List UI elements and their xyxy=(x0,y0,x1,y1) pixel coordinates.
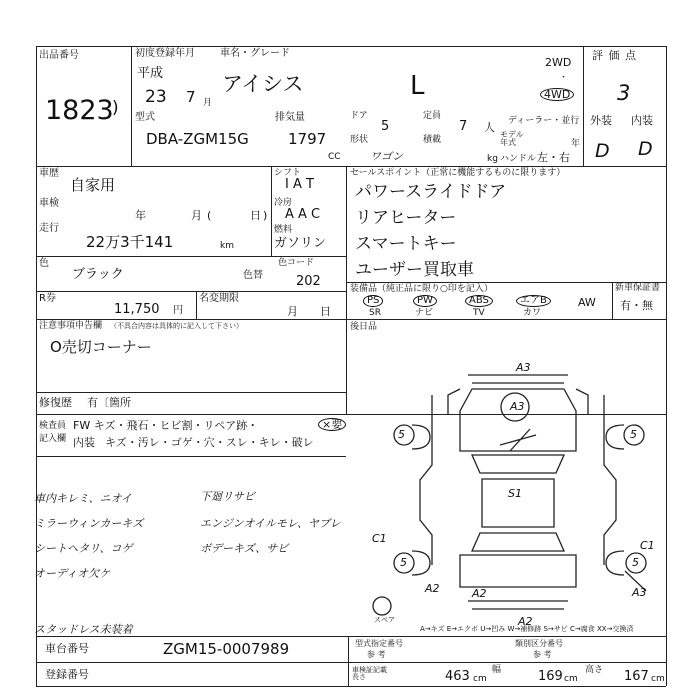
seats-label: 定員 xyxy=(423,111,442,121)
year-mark: 年 xyxy=(571,139,581,149)
recycle-label: R券 xyxy=(39,293,56,304)
car-name: アイシス xyxy=(222,72,304,96)
damage-legend: A→キズ E→エクボ U→凹み W→補修跡 S→サビ C→腐食 XX→交換済 xyxy=(420,625,634,633)
history-label: 車歴 xyxy=(39,168,59,179)
class-label: 類別区分番号 xyxy=(515,639,563,648)
spare-label: スペア xyxy=(374,616,395,624)
divider xyxy=(346,319,666,320)
type-label: 型式 xyxy=(135,112,155,123)
inspection-label: 車検 xyxy=(39,198,59,209)
sales-point-item: ユーザー買取車 xyxy=(355,260,474,280)
ref-label-2: 参 考 xyxy=(533,650,552,659)
drive-2wd: 2WD xyxy=(545,56,572,69)
damage-mark: C1 xyxy=(372,532,387,545)
notes-sub: （不具合内容は具体的に記入して下さい） xyxy=(110,322,243,330)
repair: 有〔箇所 xyxy=(87,396,131,409)
model-label: 車名・グレード xyxy=(220,48,290,59)
width-label: 幅 xyxy=(492,665,502,675)
equipment-label: 装備品（純正品に限り○印を記入） xyxy=(350,284,493,294)
sales-point-item: パワースライドドア xyxy=(355,182,507,202)
warranty: 有・無 xyxy=(620,299,653,312)
damage-mark: S1 xyxy=(508,487,522,500)
expiry-day-mark: 日 xyxy=(320,305,331,318)
divider xyxy=(36,456,346,457)
notes-label: 注意事項申告欄 xyxy=(39,321,103,331)
rating-score: 3 xyxy=(617,81,631,105)
length-label: 車検証記載 長さ xyxy=(352,666,387,681)
drive-4wd-circled: 4WD xyxy=(540,88,574,101)
equip-leather: カワ xyxy=(523,308,542,318)
rating-label: 評 価 点 xyxy=(592,49,637,62)
damage-mark: A3 xyxy=(632,586,647,599)
equip-airbag: エアB xyxy=(516,295,551,307)
divider xyxy=(36,291,346,292)
divider xyxy=(348,662,666,663)
inspector-row2-label: 内装 xyxy=(73,436,95,449)
ext-grade: D xyxy=(595,140,610,162)
history: 自家用 xyxy=(70,176,116,194)
sales-point-label: セールスポイント（正常に機能するものに限ります） xyxy=(350,168,566,178)
damage-mark: A3 xyxy=(516,361,531,374)
height-unit: cm xyxy=(651,674,665,684)
wheel xyxy=(412,425,430,449)
inspector-row1-mark: ×要 xyxy=(318,418,346,431)
frame-bottom xyxy=(36,686,666,687)
chassis-number: ZGM15-0007989 xyxy=(163,640,290,658)
damage-mark: 5 xyxy=(630,428,637,441)
divider xyxy=(348,636,349,686)
insp-paren: ( xyxy=(207,209,212,222)
color-code-label: 色コード xyxy=(278,258,315,268)
type-code: DBA-ZGM15G xyxy=(146,130,249,148)
color-code: 202 xyxy=(296,274,321,289)
seats-unit: 人 xyxy=(484,121,495,134)
reg-month: 7 xyxy=(186,88,196,106)
width: 169 xyxy=(538,669,563,684)
km-label: km xyxy=(220,241,234,251)
insp-day-mark: 日 xyxy=(250,209,261,222)
repair-label: 修復歴 xyxy=(39,396,72,409)
body-label: 形状 xyxy=(350,135,369,145)
damage-mark: A2 xyxy=(518,615,533,628)
divider xyxy=(612,282,613,319)
ac-label: 冷房 xyxy=(274,198,293,208)
divider xyxy=(583,46,584,166)
damage-mark: A3 xyxy=(510,400,525,413)
handwritten-note: スタッドレス未装着 xyxy=(34,623,133,636)
recycle-amount: 11,750 xyxy=(114,302,160,317)
divider xyxy=(36,166,666,167)
lot-paren: ) xyxy=(112,98,119,118)
damage-mark: 5 xyxy=(632,556,639,569)
wheel xyxy=(606,425,624,449)
divider xyxy=(36,319,346,320)
equip-pw: PW xyxy=(413,295,437,307)
height-label: 高さ xyxy=(585,665,604,675)
fuel-label: 燃料 xyxy=(274,225,293,235)
drive-dot: ・ xyxy=(559,73,569,83)
frame-left xyxy=(36,46,37,686)
notes: O売切コーナー xyxy=(50,338,152,356)
era: 平成 xyxy=(137,66,164,81)
divider xyxy=(36,636,666,637)
inspector-row1: FW キズ・飛石・ヒビ割・リペア跡・ xyxy=(73,419,259,432)
equip-tv: TV xyxy=(473,308,485,318)
divider xyxy=(131,46,132,166)
length-unit: cm xyxy=(473,674,487,684)
handwritten-note: エンジンオイルモレ、ヤブレ xyxy=(200,517,341,530)
handwritten-note: シートヘタリ、コゲ xyxy=(34,542,133,555)
kg-label: kg xyxy=(487,154,498,164)
rear-glass xyxy=(472,533,564,551)
sales-point-item: リアヒーター xyxy=(355,208,457,228)
equip-ps: PS xyxy=(363,295,383,307)
insp-paren-close: ) xyxy=(263,209,268,222)
equip-sr: SR xyxy=(369,308,381,318)
seats: 7 xyxy=(459,119,468,134)
int-label: 内装 xyxy=(631,114,653,127)
right-side xyxy=(604,395,616,565)
equip-navi: ナビ xyxy=(415,308,434,318)
model-spec-label: 型式指定番号 xyxy=(355,639,403,648)
door-label: ドア xyxy=(350,111,368,121)
damage-mark: C1 xyxy=(640,539,655,552)
lot-number: 1823 xyxy=(45,95,114,126)
length: 463 xyxy=(445,669,470,684)
shift: I A T xyxy=(285,177,314,192)
ref-label: 参 考 xyxy=(367,650,386,659)
ext-label: 外装 xyxy=(590,114,612,127)
front-bumper xyxy=(468,375,568,383)
inspector-label: 検査員記入欄 xyxy=(39,421,67,444)
expiry-month-mark: 月 xyxy=(287,305,298,318)
chassis-label: 車台番号 xyxy=(45,642,89,655)
frame-right xyxy=(666,46,667,686)
color: ブラック xyxy=(72,267,124,282)
divider xyxy=(36,256,346,257)
insp-year-mark: 年 xyxy=(135,209,146,222)
windshield xyxy=(472,455,564,473)
inspector-row2: キズ・汚レ・ゴゲ・穴・スレ・キレ・破レ xyxy=(105,436,314,449)
handwritten-note: 車内キレミ、ニオイ xyxy=(34,492,132,505)
load-label: 積載 xyxy=(423,135,442,145)
equip-abs: ABS xyxy=(465,295,493,307)
body: ワゴン xyxy=(370,150,403,163)
doors: 5 xyxy=(381,119,390,134)
mileage-label: 走行 xyxy=(39,223,59,234)
insp-month-mark: 月 xyxy=(191,209,202,222)
month-unit: 月 xyxy=(203,98,213,108)
int-grade: D xyxy=(638,138,653,160)
mileage: 22万3千141 xyxy=(86,233,174,251)
color-change-label: 色替 xyxy=(243,270,263,281)
handle-label: ハンドル xyxy=(500,154,537,164)
divider xyxy=(196,291,197,319)
wheel xyxy=(412,551,430,575)
dealer-label: ディーラー・並行 xyxy=(508,116,580,126)
divider xyxy=(36,392,346,393)
displacement: 1797 xyxy=(288,130,327,148)
fuel: ガソリン xyxy=(274,236,327,251)
damage-mark: 5 xyxy=(400,556,407,569)
height: 167 xyxy=(624,669,649,684)
warranty-label: 新車保証書 xyxy=(615,283,661,293)
handle: 左・右 xyxy=(537,151,570,164)
handwritten-note: ボデーキズ、サビ xyxy=(200,542,289,555)
after-day-label: 後日品 xyxy=(350,322,378,332)
expiry-label: 名変期限 xyxy=(199,293,239,304)
lot-label: 出品番号 xyxy=(39,50,79,61)
trunk xyxy=(460,555,576,587)
color-label: 色 xyxy=(39,258,49,269)
divider xyxy=(346,166,347,414)
grade: L xyxy=(410,71,425,101)
shift-label: シフト xyxy=(274,168,302,178)
damage-mark: A2 xyxy=(472,587,487,600)
width-unit: cm xyxy=(564,674,578,684)
reg-year: 23 xyxy=(145,87,167,107)
yen-label: 円 xyxy=(173,305,183,316)
damage-mark: 5 xyxy=(398,428,405,441)
handwritten-note: 下廻リサビ xyxy=(200,490,255,503)
divider xyxy=(271,166,272,256)
left-side xyxy=(420,395,432,565)
cc-label: CC xyxy=(328,152,341,162)
rear-bumper xyxy=(468,601,568,609)
sales-point-item: スマートキー xyxy=(355,234,457,254)
wheel xyxy=(606,551,624,575)
damage-mark: A2 xyxy=(425,582,440,595)
equip-aw: AW xyxy=(578,296,596,309)
reg-year-label: 初度登録年月 xyxy=(135,48,195,59)
divider xyxy=(36,662,348,663)
reg-label: 登録番号 xyxy=(45,668,89,681)
handwritten-note: ミラーウィンカーキズ xyxy=(34,517,144,530)
ac: A A C xyxy=(285,207,321,222)
model-year-label: モデル年式 xyxy=(500,130,524,147)
handwritten-note: オーディオ欠ケ xyxy=(34,567,111,580)
disp-label: 排気量 xyxy=(275,112,305,123)
